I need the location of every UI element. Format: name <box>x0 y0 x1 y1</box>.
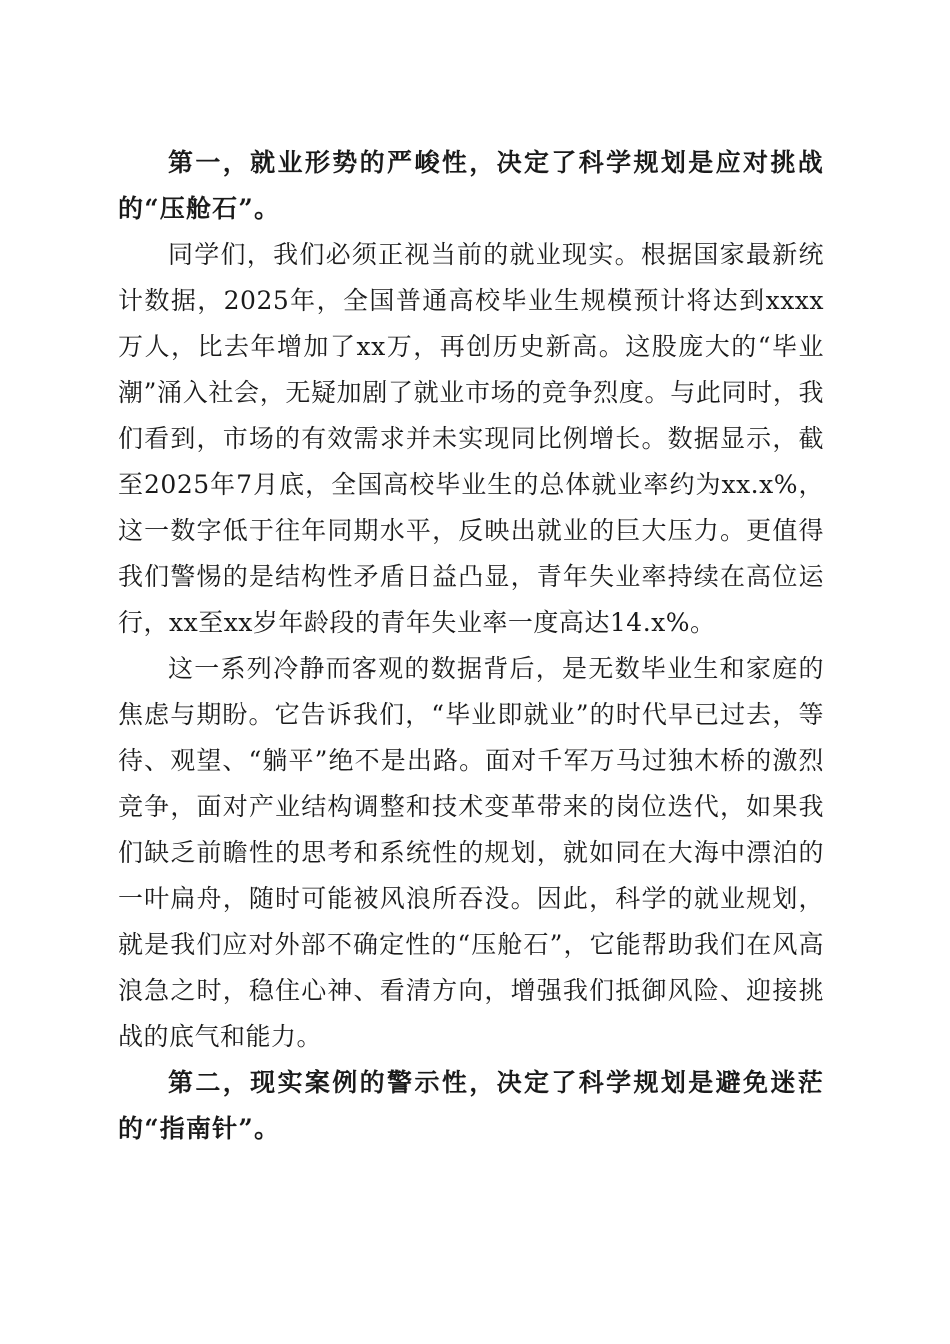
document-page <box>118 140 824 1152</box>
body-paragraph-2: 这一系列冷静而客观的数据背后，是无数毕业生和家庭的焦虑与期盼。它告诉我们，“毕业即就业”的时代早已过去，等待、观望、“躺平”绝不是出路。面对千军万马过独木桥的激烈竞争，面对产业结构调整和技术变革带来的岗位迭代，如果我们缺乏前瞻性的思考和系统性的规划，就如同在大海中漂泊的一叶扁舟，随时可能被风浪所吞没。因此，科学的就业规划，就是我们应对外部不确定性的“压舱石”，它能帮助我们在风高浪急之时，稳住心神、看清方向，增强我们抵御风险、迎接挑战的底气和能力。 <box>118 654 824 1051</box>
section-heading-1: 第一，就业形势的严峻性，决定了科学规划是应对挑战的“压舱石”。 <box>118 148 824 223</box>
body-paragraph-1: 同学们，我们必须正视当前的就业现实。根据国家最新统计数据，2025年，全国普通高校毕业生规模预计将达到xxxx万人，比去年增加了xx万，再创历史新高。这股庞大的“毕业潮”涌入社会，无疑加剧了就业市场的竞争烈度。与此同时，我们看到，市场的有效需求并未实现同比例增长。数据显示，截至2025年7月底，全国高校毕业生的总体就业率约为xx.x%，这一数字低于往年同期水平，反映出就业的巨大压力。更值得我们警惕的是结构性矛盾日益凸显，青年失业率持续在高位运行，xx至xx岁年龄段的青年失业率一度高达14.x%。 <box>118 240 824 637</box>
section-heading-2: 第二，现实案例的警示性，决定了科学规划是避免迷茫的“指南针”。 <box>118 1068 824 1143</box>
